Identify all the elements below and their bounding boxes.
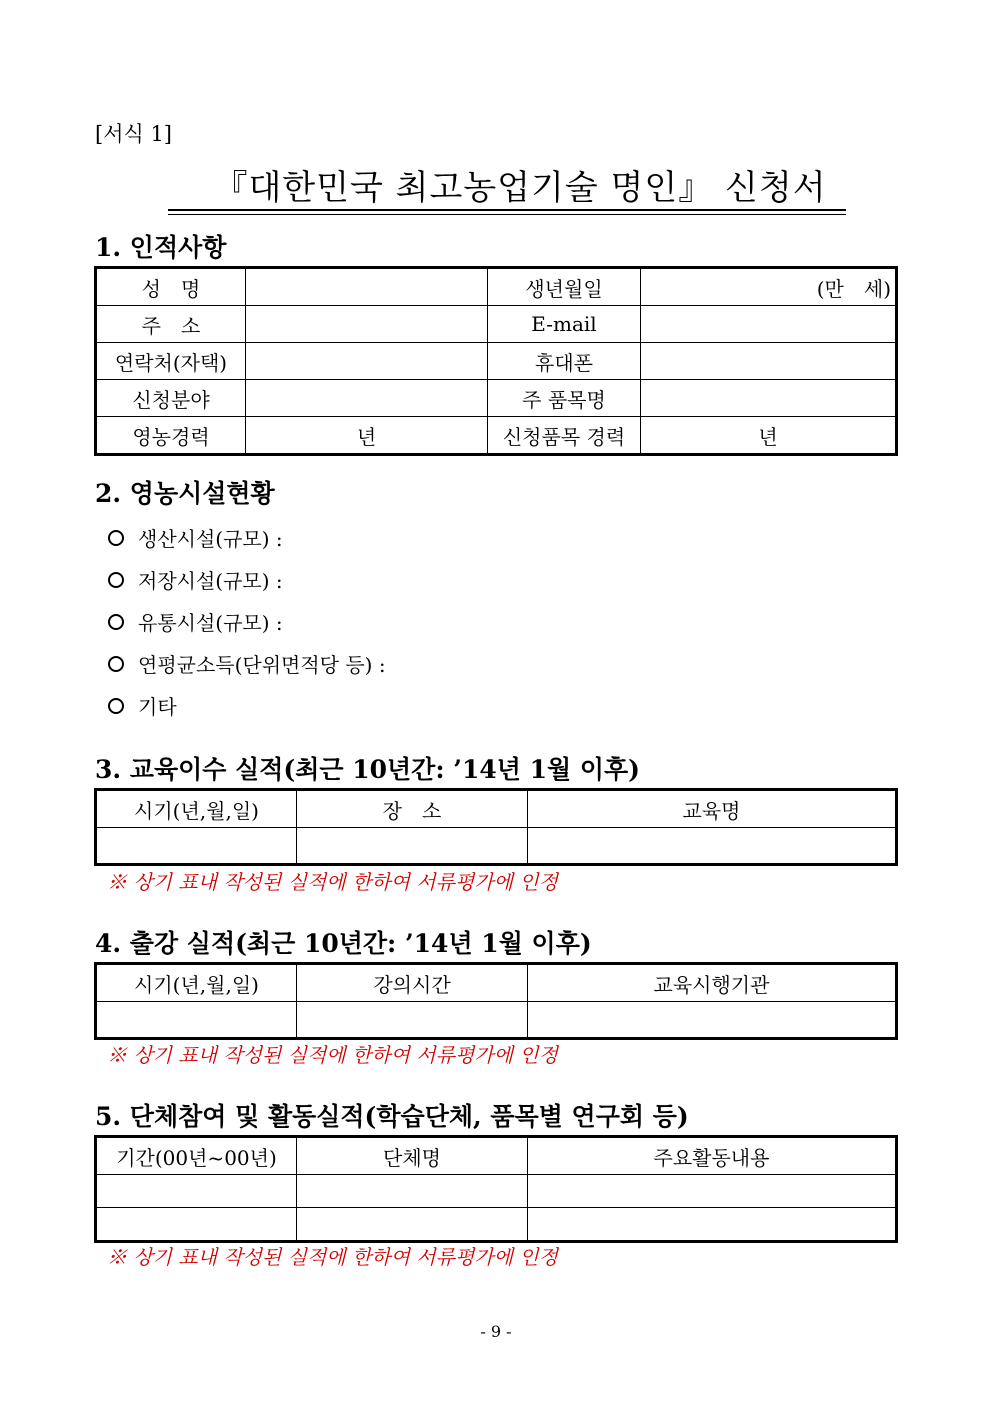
place-cell[interactable] (297, 828, 528, 864)
table-row (97, 1138, 896, 1175)
circle-bullet-icon (108, 572, 124, 588)
personal-info-table (96, 268, 896, 454)
header-lecture-hours: 강의시간 (297, 965, 528, 1002)
section3-title: 3. 교육이수 실적(최근 10년간: ’14년 1월 이후) (95, 755, 640, 784)
table-row (97, 965, 896, 1002)
circle-bullet-icon (108, 656, 124, 672)
main-item-field[interactable] (641, 380, 896, 417)
section4-note: ※ 상기 표내 작성된 실적에 한하여 서류평가에 인정 (107, 1043, 558, 1067)
home-phone-field[interactable] (246, 343, 488, 380)
list-item: 유통시설(규모) : (108, 607, 283, 636)
label-address: 주 소 (97, 306, 246, 343)
table-row (97, 828, 896, 864)
table-row (97, 1175, 896, 1208)
header-institution: 교육시행기관 (528, 965, 896, 1002)
birthdate-field[interactable]: (만 세) (641, 269, 896, 306)
group-name-cell[interactable] (297, 1175, 528, 1208)
label-main-item: 주 품목명 (488, 380, 641, 417)
list-item: 기타 (108, 691, 177, 720)
label-farming-career: 영농경력 (97, 417, 246, 454)
farming-career-field[interactable]: 년 (246, 417, 488, 454)
group-name-cell[interactable] (297, 1208, 528, 1241)
section1-title: 1. 인적사항 (95, 233, 227, 262)
email-field[interactable] (641, 306, 896, 343)
table-row (97, 269, 896, 306)
duration-cell[interactable] (97, 1175, 297, 1208)
period-cell[interactable] (97, 1002, 297, 1038)
circle-bullet-icon (108, 530, 124, 546)
header-activities: 주요활동내용 (528, 1138, 896, 1175)
form-number: [서식 1] (95, 122, 172, 146)
label-mobile: 휴대폰 (488, 343, 641, 380)
header-place: 장 소 (297, 791, 528, 828)
list-item: 저장시설(규모) : (108, 565, 283, 594)
education-table (96, 790, 896, 864)
header-group-name: 단체명 (297, 1138, 528, 1175)
label-name: 성 명 (97, 269, 246, 306)
activities-cell[interactable] (528, 1208, 896, 1241)
label-field: 신청분야 (97, 380, 246, 417)
mobile-field[interactable] (641, 343, 896, 380)
table-row (97, 1208, 896, 1241)
institution-cell[interactable] (528, 1002, 896, 1038)
table-row (97, 417, 896, 454)
label-home-phone: 연락처(자택) (97, 343, 246, 380)
circle-bullet-icon (108, 614, 124, 630)
group-activity-table (96, 1137, 896, 1241)
table-row (97, 1002, 896, 1038)
label-birthdate: 생년월일 (488, 269, 641, 306)
lecture-hours-cell[interactable] (297, 1002, 528, 1038)
header-duration: 기간(00년~00년) (97, 1138, 297, 1175)
circle-bullet-icon (108, 698, 124, 714)
period-cell[interactable] (97, 828, 297, 864)
page-number: - 9 - (480, 1322, 512, 1341)
label-item-career: 신청품목 경력 (488, 417, 641, 454)
list-item: 연평균소득(단위면적당 등) : (108, 649, 386, 678)
table-row (97, 306, 896, 343)
document-title: 『대한민국 최고농업기술 명인』 신청서 (213, 168, 827, 208)
duration-cell[interactable] (97, 1208, 297, 1241)
table-row (97, 380, 896, 417)
lecture-table (96, 964, 896, 1038)
list-item: 생산시설(규모) : (108, 523, 283, 552)
header-course-name: 교육명 (528, 791, 896, 828)
item-career-field[interactable]: 년 (641, 417, 896, 454)
address-field[interactable] (246, 306, 488, 343)
name-field[interactable] (246, 269, 488, 306)
header-period: 시기(년,월,일) (97, 965, 297, 1002)
title-underline-thin (168, 214, 846, 215)
activities-cell[interactable] (528, 1175, 896, 1208)
field-input[interactable] (246, 380, 488, 417)
course-name-cell[interactable] (528, 828, 896, 864)
section4-title: 4. 출강 실적(최근 10년간: ’14년 1월 이후) (95, 929, 592, 958)
table-row (97, 343, 896, 380)
section5-note: ※ 상기 표내 작성된 실적에 한하여 서류평가에 인정 (107, 1245, 558, 1269)
title-underline-thick (168, 209, 846, 211)
section2-title: 2. 영농시설현황 (95, 479, 275, 508)
header-period: 시기(년,월,일) (97, 791, 297, 828)
table-row (97, 791, 896, 828)
section5-title: 5. 단체참여 및 활동실적(학습단체, 품목별 연구회 등) (95, 1102, 689, 1131)
label-email: E-mail (488, 306, 641, 343)
section3-note: ※ 상기 표내 작성된 실적에 한하여 서류평가에 인정 (107, 870, 558, 894)
